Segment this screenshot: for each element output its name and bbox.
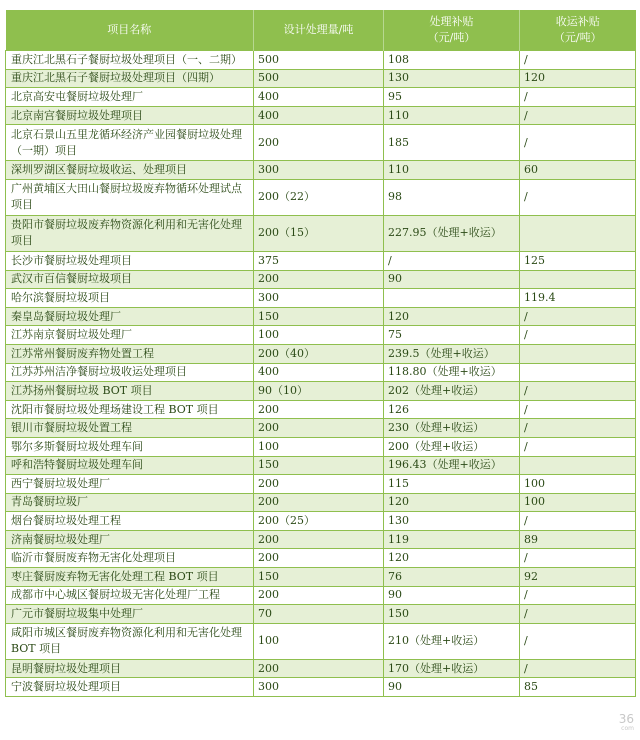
cell-collection-subsidy: 85: [520, 678, 636, 697]
cell-design-capacity: 375: [254, 251, 384, 270]
cell-project-name: 北京石景山五里龙循环经济产业园餐厨垃圾处理（一期）项目: [6, 125, 254, 161]
header-project-name: 项目名称: [6, 10, 254, 51]
cell-processing-subsidy: 239.5（处理+收运）: [384, 344, 520, 363]
cell-project-name: 成都市中心城区餐厨垃圾无害化处理厂工程: [6, 586, 254, 605]
cell-design-capacity: 200: [254, 400, 384, 419]
cell-project-name: 秦皇岛餐厨垃圾处理厂: [6, 307, 254, 326]
table-row: [6, 530, 636, 549]
table-row: [6, 307, 636, 326]
cell-design-capacity: 200（25）: [254, 512, 384, 531]
cell-processing-subsidy: 90: [384, 678, 520, 697]
cell-design-capacity: 200: [254, 419, 384, 438]
cell-design-capacity: 150: [254, 568, 384, 587]
table-row: [6, 605, 636, 624]
cell-project-name: 青岛餐厨垃圾厂: [6, 493, 254, 512]
cell-design-capacity: 500: [254, 51, 384, 70]
cell-design-capacity: 90（10）: [254, 382, 384, 401]
cell-processing-subsidy: 76: [384, 568, 520, 587]
cell-collection-subsidy: [520, 215, 636, 251]
cell-design-capacity: 500: [254, 69, 384, 88]
cell-collection-subsidy: 125: [520, 251, 636, 270]
subsidy-table: [5, 10, 636, 697]
cell-design-capacity: 300: [254, 289, 384, 308]
cell-design-capacity: 200（22）: [254, 179, 384, 215]
cell-project-name: 哈尔滨餐厨垃圾项目: [6, 289, 254, 308]
header-processing-subsidy: 处理补贴 （元/吨）: [384, 10, 520, 51]
cell-collection-subsidy: 89: [520, 530, 636, 549]
cell-project-name: 宁波餐厨垃圾处理项目: [6, 678, 254, 697]
cell-processing-subsidy: 202（处理+收运）: [384, 382, 520, 401]
cell-processing-subsidy: 110: [384, 106, 520, 125]
table-row: [6, 549, 636, 568]
cell-collection-subsidy: /: [520, 623, 636, 659]
cell-processing-subsidy: 120: [384, 493, 520, 512]
table-row: [6, 289, 636, 308]
cell-collection-subsidy: /: [520, 382, 636, 401]
cell-project-name: 武汉市百信餐厨垃圾项目: [6, 270, 254, 289]
cell-project-name: 北京南宫餐厨垃圾处理项目: [6, 106, 254, 125]
header-collection-subsidy: 收运补贴 （元/吨）: [520, 10, 636, 51]
cell-design-capacity: 400: [254, 106, 384, 125]
cell-collection-subsidy: /: [520, 179, 636, 215]
cell-processing-subsidy: 90: [384, 270, 520, 289]
cell-collection-subsidy: /: [520, 512, 636, 531]
cell-project-name: 长沙市餐厨垃圾处理项目: [6, 251, 254, 270]
cell-design-capacity: 400: [254, 88, 384, 107]
cell-project-name: 广州黄埔区大田山餐厨垃圾废弃物循环处理试点项目: [6, 179, 254, 215]
cell-processing-subsidy: 75: [384, 326, 520, 345]
cell-collection-subsidy: /: [520, 605, 636, 624]
table-row: [6, 251, 636, 270]
cell-collection-subsidy: /: [520, 437, 636, 456]
cell-design-capacity: 300: [254, 678, 384, 697]
cell-processing-subsidy: 95: [384, 88, 520, 107]
cell-project-name: 北京高安屯餐厨垃圾处理厂: [6, 88, 254, 107]
cell-processing-subsidy: 170（处理+收运）: [384, 659, 520, 678]
table-row: [6, 88, 636, 107]
cell-project-name: 江苏南京餐厨垃圾处理厂: [6, 326, 254, 345]
table-row: [6, 568, 636, 587]
cell-project-name: 昆明餐厨垃圾处理项目: [6, 659, 254, 678]
cell-processing-subsidy: [384, 289, 520, 308]
cell-project-name: 济南餐厨垃圾处理厂: [6, 530, 254, 549]
cell-processing-subsidy: 196.43（处理+收运）: [384, 456, 520, 475]
cell-collection-subsidy: /: [520, 659, 636, 678]
cell-project-name: 枣庄餐厨废弃物无害化处理工程 BOT 项目: [6, 568, 254, 587]
table-row: [6, 125, 636, 161]
cell-design-capacity: 200（40）: [254, 344, 384, 363]
table-row: [6, 437, 636, 456]
watermark-subtext: com: [621, 725, 634, 732]
cell-project-name: 广元市餐厨垃圾集中处理厂: [6, 605, 254, 624]
table-row: [6, 106, 636, 125]
cell-collection-subsidy: /: [520, 326, 636, 345]
cell-collection-subsidy: 60: [520, 161, 636, 180]
table-row: [6, 456, 636, 475]
cell-collection-subsidy: [520, 456, 636, 475]
table-row: [6, 475, 636, 494]
cell-processing-subsidy: 90: [384, 586, 520, 605]
table-row: [6, 179, 636, 215]
cell-design-capacity: 200: [254, 549, 384, 568]
table-row: [6, 363, 636, 382]
cell-collection-subsidy: /: [520, 307, 636, 326]
table-row: [6, 51, 636, 70]
cell-project-name: 西宁餐厨垃圾处理厂: [6, 475, 254, 494]
cell-processing-subsidy: 115: [384, 475, 520, 494]
cell-collection-subsidy: /: [520, 586, 636, 605]
cell-project-name: 江苏常州餐厨废弃物处置工程: [6, 344, 254, 363]
cell-design-capacity: 150: [254, 307, 384, 326]
cell-design-capacity: 200: [254, 270, 384, 289]
cell-processing-subsidy: 126: [384, 400, 520, 419]
watermark: [619, 714, 634, 734]
cell-processing-subsidy: 185: [384, 125, 520, 161]
cell-collection-subsidy: 100: [520, 475, 636, 494]
table-row: [6, 161, 636, 180]
cell-design-capacity: 100: [254, 437, 384, 456]
cell-processing-subsidy: 230（处理+收运）: [384, 419, 520, 438]
cell-project-name: 咸阳市城区餐厨废弃物资源化利用和无害化处理 BOT 项目: [6, 623, 254, 659]
table-row: [6, 69, 636, 88]
cell-project-name: 重庆江北黑石子餐厨垃圾处理项目（一、二期）: [6, 51, 254, 70]
table-row: [6, 344, 636, 363]
cell-design-capacity: 70: [254, 605, 384, 624]
cell-collection-subsidy: [520, 363, 636, 382]
cell-project-name: 江苏扬州餐厨垃圾 BOT 项目: [6, 382, 254, 401]
cell-design-capacity: 200: [254, 586, 384, 605]
cell-design-capacity: 200（15）: [254, 215, 384, 251]
cell-processing-subsidy: 108: [384, 51, 520, 70]
cell-processing-subsidy: 130: [384, 512, 520, 531]
table-row: [6, 400, 636, 419]
cell-processing-subsidy: 210（处理+收运）: [384, 623, 520, 659]
cell-project-name: 银川市餐厨垃圾处置工程: [6, 419, 254, 438]
table-header-row: [6, 10, 636, 51]
table-row: [6, 215, 636, 251]
cell-design-capacity: 100: [254, 326, 384, 345]
cell-processing-subsidy: 120: [384, 307, 520, 326]
cell-processing-subsidy: 120: [384, 549, 520, 568]
cell-processing-subsidy: 150: [384, 605, 520, 624]
cell-project-name: 烟台餐厨垃圾处理工程: [6, 512, 254, 531]
cell-project-name: 贵阳市餐厨垃圾废弃物资源化利用和无害化处理项目: [6, 215, 254, 251]
table-row: [6, 326, 636, 345]
cell-processing-subsidy: 119: [384, 530, 520, 549]
header-design-capacity: 设计处理量/吨: [254, 10, 384, 51]
cell-project-name: 沈阳市餐厨垃圾处理场建设工程 BOT 项目: [6, 400, 254, 419]
table-row: [6, 659, 636, 678]
table-row: [6, 512, 636, 531]
cell-design-capacity: 200: [254, 475, 384, 494]
cell-collection-subsidy: /: [520, 400, 636, 419]
cell-project-name: 临沂市餐厨废弃物无害化处理项目: [6, 549, 254, 568]
table-row: [6, 270, 636, 289]
table-row: [6, 382, 636, 401]
cell-collection-subsidy: 120: [520, 69, 636, 88]
table-body: [6, 51, 636, 697]
cell-design-capacity: 300: [254, 161, 384, 180]
cell-design-capacity: 150: [254, 456, 384, 475]
cell-project-name: 深圳罗湖区餐厨垃圾收运、处理项目: [6, 161, 254, 180]
cell-design-capacity: 100: [254, 623, 384, 659]
cell-processing-subsidy: 110: [384, 161, 520, 180]
cell-processing-subsidy: /: [384, 251, 520, 270]
cell-project-name: 江苏苏州洁净餐厨垃圾收运处理项目: [6, 363, 254, 382]
cell-processing-subsidy: 130: [384, 69, 520, 88]
cell-collection-subsidy: /: [520, 88, 636, 107]
cell-collection-subsidy: 119.4: [520, 289, 636, 308]
cell-processing-subsidy: 227.95（处理+收运）: [384, 215, 520, 251]
cell-design-capacity: 200: [254, 659, 384, 678]
cell-collection-subsidy: /: [520, 51, 636, 70]
cell-collection-subsidy: /: [520, 419, 636, 438]
cell-design-capacity: 200: [254, 530, 384, 549]
cell-project-name: 重庆江北黑石子餐厨垃圾处理项目（四期）: [6, 69, 254, 88]
cell-design-capacity: 200: [254, 493, 384, 512]
cell-project-name: 呼和浩特餐厨垃圾处理车间: [6, 456, 254, 475]
table-row: [6, 493, 636, 512]
watermark-text: 36: [618, 712, 634, 726]
cell-project-name: 鄂尔多斯餐厨垃圾处理车间: [6, 437, 254, 456]
cell-collection-subsidy: [520, 270, 636, 289]
table-row: [6, 419, 636, 438]
cell-design-capacity: 200: [254, 125, 384, 161]
cell-processing-subsidy: 98: [384, 179, 520, 215]
cell-processing-subsidy: 200（处理+收运）: [384, 437, 520, 456]
cell-collection-subsidy: 100: [520, 493, 636, 512]
cell-collection-subsidy: /: [520, 106, 636, 125]
table-row: [6, 586, 636, 605]
cell-collection-subsidy: [520, 344, 636, 363]
table-row: [6, 678, 636, 697]
cell-design-capacity: 400: [254, 363, 384, 382]
table-row: [6, 623, 636, 659]
cell-processing-subsidy: 118.80（处理+收运）: [384, 363, 520, 382]
cell-collection-subsidy: 92: [520, 568, 636, 587]
cell-collection-subsidy: /: [520, 549, 636, 568]
cell-collection-subsidy: /: [520, 125, 636, 161]
